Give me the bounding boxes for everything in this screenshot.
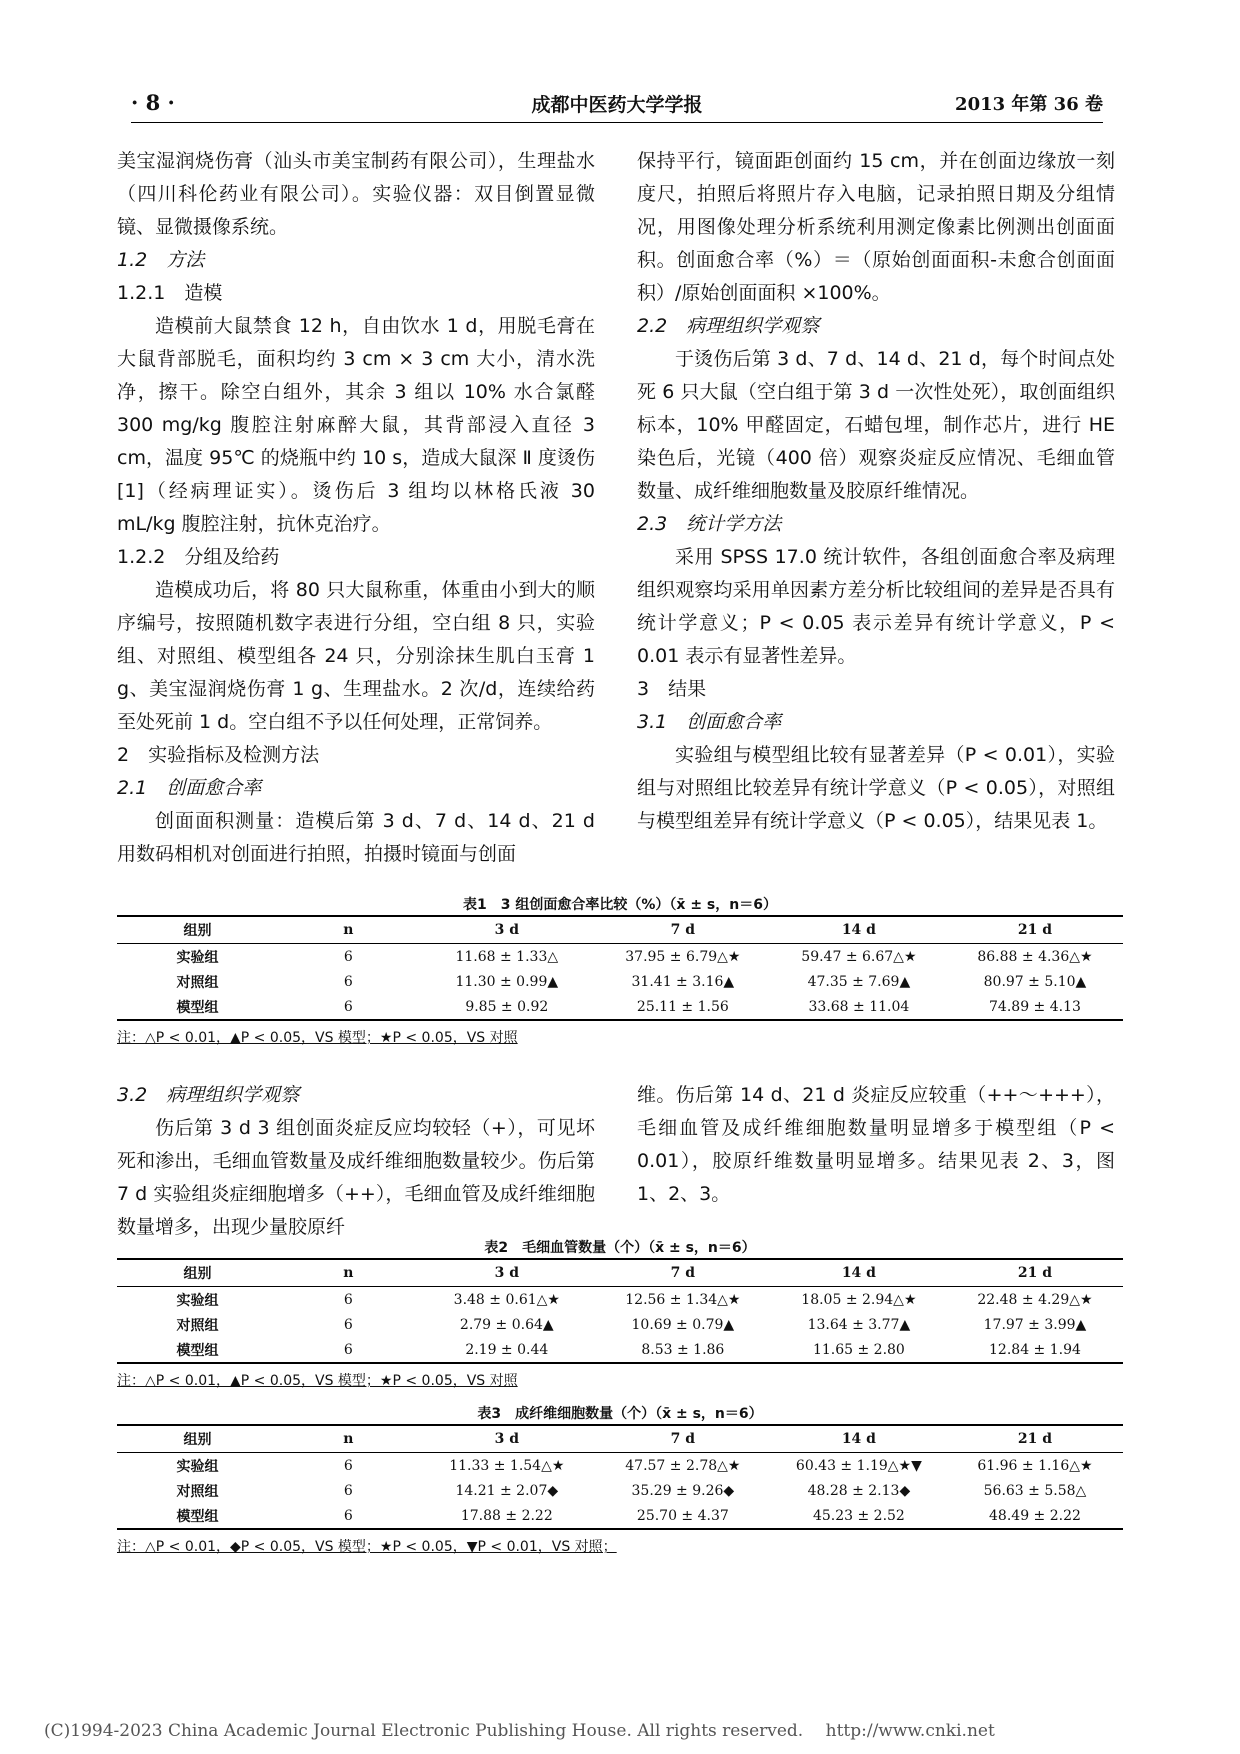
table-cell: 11.30 ± 0.99▲ (455, 973, 559, 990)
section-heading: 2.2 病理组织学观察 (637, 315, 820, 337)
column-header: 7 d (595, 1425, 771, 1453)
column-header: 组别 (117, 1259, 278, 1287)
table-note: 注：△P < 0.01，▲P < 0.05，VS 模型；★P < 0.05，VS 对照 (117, 1373, 518, 1389)
page-number: · 8 · (131, 90, 175, 115)
table-cell: 48.28 ± 2.13◆ (807, 1482, 911, 1499)
table-cell: 11.33 ± 1.54△★ (449, 1457, 565, 1474)
copyright-footer: (C)1994-2023 China Academic Journal Electronic Publishing House. All rights reserved. http://www.cnki.net (44, 1721, 995, 1741)
right-column (637, 145, 1115, 838)
table-row (117, 1287, 1123, 1313)
data-table (117, 1424, 1123, 1530)
section-heading: 3.1 创面愈合率 (637, 711, 782, 733)
section-heading: 2.1 创面愈合率 (117, 777, 262, 799)
column-header: 21 d (947, 1259, 1123, 1287)
table-1 (117, 895, 1123, 1047)
table-cell: 56.63 ± 5.58△ (983, 1482, 1087, 1499)
table-cell: 6 (343, 1291, 353, 1308)
table-cell: 22.48 ± 4.29△★ (977, 1291, 1093, 1308)
table-cell: 61.96 ± 1.16△★ (977, 1457, 1093, 1474)
column-header: n (278, 1425, 419, 1453)
section-heading: 3 结果 (637, 678, 707, 700)
table-cell: 6 (343, 1316, 353, 1333)
table-cell: 模型组 (117, 1337, 278, 1363)
section-3-2-right (637, 1079, 1115, 1211)
column-header: 21 d (947, 1425, 1123, 1453)
table-cell: 45.23 ± 2.52 (771, 1503, 947, 1529)
table-cell: 模型组 (117, 994, 278, 1020)
column-header: 7 d (595, 1259, 771, 1287)
table-row (117, 1312, 1123, 1337)
table-cell: 33.68 ± 11.04 (771, 994, 947, 1020)
column-header: n (278, 1259, 419, 1287)
table-cell: 47.35 ± 7.69▲ (807, 973, 911, 990)
paragraph: 实验组与模型组比较有显著差异（P < 0.01），实验组与对照组比较差异有统计学意义（P < 0.05），对照组与模型组差异有统计学意义（P < 0.05），结果见表 1。 (637, 744, 1115, 832)
table-cell: 6 (343, 1457, 353, 1474)
table-cell: 模型组 (117, 1503, 278, 1529)
paragraph: 造模前大鼠禁食 12 h，自由饮水 1 d，用脱毛膏在大鼠背部脱毛，面积均约 3 cm × 3 cm 大小，清水洗净，擦干。除空白组外，其余 3 组以 10% 水合氯醛 300 mg/kg 腹腔注射麻醉大鼠，其背部浸入直径 3 cm，温度 95℃ 的烧瓶中约 10 s，造成大鼠深 Ⅱ 度烫伤[1]（经病理证实）。烫伤后 3 组均以林格氏液 30 mL/kg 腹腔注射，抗休克治疗。 (117, 315, 595, 535)
table-cell: 13.64 ± 3.77▲ (807, 1316, 911, 1333)
column-header: 3 d (419, 916, 595, 944)
column-header: 21 d (947, 916, 1123, 944)
table-3 (117, 1404, 1123, 1556)
paragraph: 创面面积测量：造模后第 3 d、7 d、14 d、21 d 用数码相机对创面进行拍照，拍摄时镜面与创面 (117, 810, 595, 865)
table-cell: 6 (278, 1337, 419, 1363)
table-cell: 实验组 (176, 1458, 219, 1475)
table-2 (117, 1238, 1123, 1390)
column-header: 组别 (117, 916, 278, 944)
table-cell: 11.68 ± 1.33△ (455, 948, 559, 965)
table-cell: 35.29 ± 9.26◆ (631, 1482, 735, 1499)
table-cell: 6 (343, 1482, 353, 1499)
column-header: n (278, 916, 419, 944)
table-cell: 48.49 ± 2.22 (947, 1503, 1123, 1529)
table-cell: 2.79 ± 0.64▲ (459, 1316, 554, 1333)
table-cell: 47.57 ± 2.78△★ (625, 1457, 741, 1474)
table-cell: 实验组 (176, 1292, 219, 1309)
column-header: 3 d (419, 1259, 595, 1287)
section-heading: 2 实验指标及检测方法 (117, 744, 320, 766)
table-row (117, 969, 1123, 994)
paragraph: 伤后第 3 d 3 组创面炎症反应均较轻（+），可见坏死和渗出，毛细血管数量及成纤维细胞数量较少。伤后第 7 d 实验组炎症细胞增多（++），毛细血管及成纤维细胞数量增多，出现少量胶原纤 (117, 1117, 595, 1238)
table-cell: 31.41 ± 3.16▲ (631, 973, 735, 990)
paragraph: 于烫伤后第 3 d、7 d、14 d、21 d，每个时间点处死 6 只大鼠（空白组于第 3 d 一次性处死），取创面组织标本，10% 甲醛固定，石蜡包埋，制作芯片，进行 HE 染色后，光镜（400 倍）观察炎症反应情况、毛细血管数量、成纤维细胞数量及胶原纤维情况。 (637, 348, 1115, 502)
table-cell: 11.65 ± 2.80 (771, 1337, 947, 1363)
column-header: 3 d (419, 1425, 595, 1453)
left-column (117, 145, 595, 871)
table-cell: 6 (278, 994, 419, 1020)
table-cell: 对照组 (176, 974, 219, 991)
table-cell: 17.97 ± 3.99▲ (983, 1316, 1087, 1333)
table-cell: 8.53 ± 1.86 (595, 1337, 771, 1363)
table-caption: 表1 3 组创面愈合率比较（%）（x̄ ± s，n＝6） (463, 897, 777, 913)
table-cell: 6 (343, 948, 353, 965)
paragraph: 保持平行，镜面距创面约 15 cm，并在创面边缘放一刻度尺，拍照后将照片存入电脑，记录拍照日期及分组情况，用图像处理分析系统利用测定像素比例测出创面面积。创面愈合率（%）＝（原始创面面积-未愈合创面面积）/原始创面面积 ×100%。 (637, 150, 1115, 304)
table-cell: 18.05 ± 2.94△★ (801, 1291, 917, 1308)
header-rule (131, 122, 1103, 123)
table-cell: 80.97 ± 5.10▲ (983, 973, 1087, 990)
table-cell: 86.88 ± 4.36△★ (977, 948, 1093, 965)
table-row (117, 1478, 1123, 1503)
table-cell: 10.69 ± 0.79▲ (631, 1316, 735, 1333)
table-row (117, 1503, 1123, 1529)
table-cell: 25.11 ± 1.56 (595, 994, 771, 1020)
table-cell: 6 (278, 1503, 419, 1529)
table-note: 注：△P < 0.01，◆P < 0.05，VS 模型；★P < 0.05，▼P < 0.01，VS 对照； (117, 1539, 617, 1555)
table-cell: 12.56 ± 1.34△★ (625, 1291, 741, 1308)
table-cell: 实验组 (176, 949, 219, 966)
section-heading: 3.2 病理组织学观察 (117, 1084, 300, 1106)
paragraph: 采用 SPSS 17.0 统计软件，各组创面愈合率及病理组织观察均采用单因素方差分析比较组间的差异是否具有统计学意义；P < 0.05 表示差异有统计学意义，P < 0.01 表示有显著性差异。 (637, 546, 1115, 667)
data-table (117, 1258, 1123, 1364)
table-cell: 2.19 ± 0.44 (419, 1337, 595, 1363)
column-header: 14 d (771, 1425, 947, 1453)
section-heading: 1.2.2 分组及给药 (117, 546, 280, 568)
section-heading: 1.2.1 造模 (117, 282, 223, 304)
table-cell: 59.47 ± 6.67△★ (801, 948, 917, 965)
table-cell: 3.48 ± 0.61△★ (453, 1291, 560, 1308)
column-header: 7 d (595, 916, 771, 944)
table-row (117, 1453, 1123, 1479)
table-caption: 表2 毛细血管数量（个）（x̄ ± s，n＝6） (484, 1240, 756, 1256)
table-cell: 17.88 ± 2.22 (419, 1503, 595, 1529)
section-heading: 1.2 方法 (117, 249, 205, 271)
table-cell: 14.21 ± 2.07◆ (455, 1482, 559, 1499)
section-heading: 2.3 统计学方法 (637, 513, 782, 535)
paragraph: 造模成功后，将 80 只大鼠称重，体重由小到大的顺序编号，按照随机数字表进行分组，空白组 8 只，实验组、对照组、模型组各 24 只，分别涂抹生肌白玉膏 1 g、美宝湿润烧伤膏 1 g、生理盐水。2 次/d，连续给药至处死前 1 d。空白组不予以任何处理，正常饲养。 (117, 579, 595, 733)
volume-info: 2013 年第 36 卷 (955, 94, 1103, 115)
section-3-2-left (117, 1079, 595, 1244)
column-header: 14 d (771, 1259, 947, 1287)
table-cell: 60.43 ± 1.19△★▼ (795, 1457, 922, 1474)
table-row (117, 944, 1123, 970)
paragraph: 美宝湿润烧伤膏（汕头市美宝制药有限公司），生理盐水（四川科伦药业有限公司）。实验仪器：双目倒置显微镜、显微摄像系统。 (117, 150, 595, 238)
table-row (117, 1337, 1123, 1363)
paragraph: 维。伤后第 14 d、21 d 炎症反应较重（++～+++），毛细血管及成纤维细胞数量明显增多于模型组（P < 0.01），胶原纤维数量明显增多。结果见表 2、3，图 1、2、3。 (637, 1084, 1115, 1205)
table-cell: 37.95 ± 6.79△★ (625, 948, 741, 965)
table-cell: 25.70 ± 4.37 (595, 1503, 771, 1529)
page-header (131, 88, 1103, 128)
column-header: 组别 (117, 1425, 278, 1453)
table-row (117, 994, 1123, 1020)
table-caption: 表3 成纤维细胞数量（个）（x̄ ± s，n＝6） (477, 1406, 763, 1422)
table-cell: 对照组 (176, 1483, 219, 1500)
table-cell: 74.89 ± 4.13 (947, 994, 1123, 1020)
table-cell: 9.85 ± 0.92 (419, 994, 595, 1020)
table-note: 注：△P < 0.01，▲P < 0.05，VS 模型；★P < 0.05，VS 对照 (117, 1030, 518, 1046)
table-cell: 对照组 (176, 1317, 219, 1334)
column-header: 14 d (771, 916, 947, 944)
data-table (117, 915, 1123, 1021)
journal-title: 成都中医药大学学报 (531, 94, 703, 116)
table-cell: 12.84 ± 1.94 (947, 1337, 1123, 1363)
table-cell: 6 (343, 973, 353, 990)
